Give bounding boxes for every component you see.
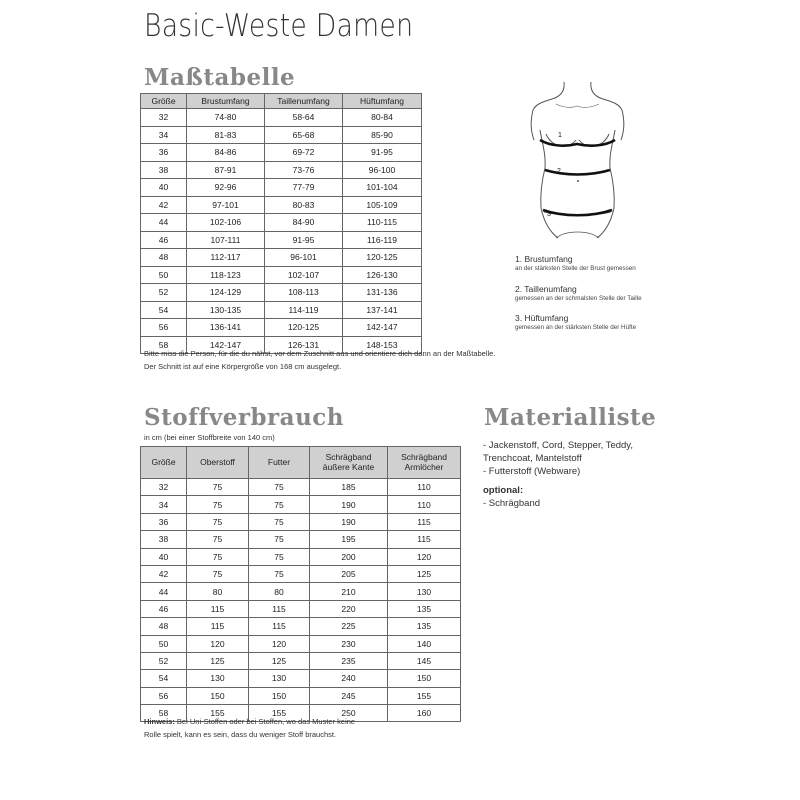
measure-table-row <box>141 179 422 197</box>
measure-table-cell: 38 <box>141 161 187 179</box>
measure-table-row <box>141 301 422 319</box>
fabric-col-header: Oberstoff <box>187 447 249 479</box>
fabric-col-header: Futter <box>249 447 310 479</box>
fabric-table-cell: 130 <box>388 583 461 600</box>
measure-col-header: Taillenumfang <box>265 94 343 109</box>
measure-table-row <box>141 319 422 337</box>
measure-note-line: Bitte miss die Person, für die du nähst, vor dem Zuschnitt aus und orientiere dich dann an der Maßtabelle. <box>144 349 496 358</box>
fabric-table-cell: 150 <box>187 687 249 704</box>
measure-table-row <box>141 266 422 284</box>
measure-table-cell: 92-96 <box>187 179 265 197</box>
measure-col-header: Brustumfang <box>187 94 265 109</box>
fabric-table-cell: 75 <box>187 531 249 548</box>
legend-description: gemessen an der schmalsten Stelle der Taille <box>515 295 642 302</box>
fabric-table-cell: 56 <box>141 687 187 704</box>
legend-item-waist <box>515 284 642 303</box>
fabric-table-cell: 250 <box>310 705 388 722</box>
fabric-hint-label: Hinweis: <box>144 717 175 726</box>
material-item: - Jackenstoff, Cord, Stepper, Teddy, <box>483 440 633 451</box>
measure-table-cell: 110-115 <box>343 214 422 232</box>
measure-table-row <box>141 161 422 179</box>
legend-item-hip <box>515 313 636 332</box>
measure-note <box>144 348 495 373</box>
fabric-table-cell: 75 <box>249 548 310 565</box>
bust-measure-line <box>540 140 615 146</box>
measure-table-cell: 114-119 <box>265 301 343 319</box>
fabric-table-cell: 155 <box>249 705 310 722</box>
measure-table-cell: 107-111 <box>187 231 265 249</box>
measure-table-cell: 136-141 <box>187 319 265 337</box>
fabric-table-cell: 36 <box>141 513 187 530</box>
measure-table-row <box>141 144 422 162</box>
fabric-table-cell: 115 <box>388 531 461 548</box>
measure-table-cell: 46 <box>141 231 187 249</box>
measure-table-cell: 32 <box>141 109 187 127</box>
measure-col-header: Hüftumfang <box>343 94 422 109</box>
fabric-table-cell: 52 <box>141 652 187 669</box>
fabric-table-cell: 205 <box>310 565 388 582</box>
measure-col-header: Größe <box>141 94 187 109</box>
fabric-table-cell: 115 <box>249 618 310 635</box>
measure-table-cell: 77-79 <box>265 179 343 197</box>
fabric-table-cell: 75 <box>249 531 310 548</box>
fabric-table-cell: 200 <box>310 548 388 565</box>
fabric-table-row <box>141 565 461 582</box>
fabric-table-cell: 75 <box>187 479 249 496</box>
fabric-table-cell: 240 <box>310 670 388 687</box>
measure-table-cell: 74-80 <box>187 109 265 127</box>
fabric-table-cell: 75 <box>249 479 310 496</box>
measure-table-cell: 142-147 <box>187 336 265 354</box>
measure-table-cell: 96-101 <box>265 249 343 267</box>
measure-table-cell: 85-90 <box>343 126 422 144</box>
fabric-col-header: Größe <box>141 447 187 479</box>
measure-table-cell: 48 <box>141 249 187 267</box>
measure-table-cell: 105-109 <box>343 196 422 214</box>
measure-table-cell: 54 <box>141 301 187 319</box>
fabric-table-cell: 140 <box>388 635 461 652</box>
fabric-table-cell: 110 <box>388 496 461 513</box>
fabric-table-cell: 120 <box>249 635 310 652</box>
measure-table-row <box>141 126 422 144</box>
fabric-table-cell: 245 <box>310 687 388 704</box>
fabric-table-row <box>141 583 461 600</box>
fabric-table-cell: 75 <box>187 548 249 565</box>
measure-table-cell: 42 <box>141 196 187 214</box>
measure-table-cell: 50 <box>141 266 187 284</box>
material-optional-label: optional: <box>483 485 524 496</box>
measure-table-cell: 97-101 <box>187 196 265 214</box>
measure-table <box>140 93 422 354</box>
fabric-table-cell: 125 <box>249 652 310 669</box>
measure-table-row <box>141 214 422 232</box>
measure-table-cell: 80-83 <box>265 196 343 214</box>
material-list <box>483 439 633 510</box>
fabric-table-cell: 34 <box>141 496 187 513</box>
fabric-hint-text: Rolle spielt, kann es sein, dass du weniger Stoff brauchst. <box>144 729 337 739</box>
fabric-col-header-line: Schrägband <box>401 451 447 462</box>
measure-table-row <box>141 249 422 267</box>
briefs-legline <box>556 232 599 238</box>
fabric-table-cell: 58 <box>141 705 187 722</box>
fabric-table-cell: 80 <box>187 583 249 600</box>
fabric-table-row <box>141 635 461 652</box>
fabric-table-cell: 135 <box>388 618 461 635</box>
fabric-table-cell: 190 <box>310 496 388 513</box>
measure-table-cell: 116-119 <box>343 231 422 249</box>
measure-table-cell: 58-64 <box>265 109 343 127</box>
fabric-table-row <box>141 652 461 669</box>
legend-description: gemessen an der stärksten Stelle der Hüfte <box>515 324 637 331</box>
fabric-table-cell: 48 <box>141 618 187 635</box>
figure-marker: 3 <box>547 211 551 218</box>
fabric-table-cell: 42 <box>141 565 187 582</box>
fabric-table-cell: 75 <box>187 565 249 582</box>
fabric-col-header-line: Schrägband <box>325 451 372 462</box>
measure-table-cell: 102-107 <box>265 266 343 284</box>
measure-table-cell: 124-129 <box>187 284 265 302</box>
fabric-table-cell: 225 <box>310 618 388 635</box>
fabric-col-header <box>310 447 388 479</box>
fabric-table-cell: 40 <box>141 548 187 565</box>
material-list-heading: Materialliste <box>484 404 657 431</box>
fabric-table-cell: 110 <box>388 479 461 496</box>
fabric-table-cell: 115 <box>388 513 461 530</box>
fabric-col-header-line: äußere Kante <box>322 461 375 472</box>
hip-measure-line <box>543 210 612 215</box>
fabric-table-cell: 130 <box>187 670 249 687</box>
body-measurement-figure <box>520 80 635 252</box>
fabric-table-cell: 150 <box>249 687 310 704</box>
fabric-table-heading: Stoffverbrauch <box>144 404 345 431</box>
fabric-table-row <box>141 600 461 617</box>
material-item: - Futterstoff (Webware) <box>483 466 581 477</box>
fabric-col-header <box>388 447 461 479</box>
measure-table-heading: Maßtabelle <box>144 64 296 91</box>
measure-table-cell: 36 <box>141 144 187 162</box>
measure-table-cell: 130-135 <box>187 301 265 319</box>
fabric-table-cell: 46 <box>141 600 187 617</box>
measure-table-cell: 80-84 <box>343 109 422 127</box>
fabric-table-cell: 44 <box>141 583 187 600</box>
fabric-table-cell: 210 <box>310 583 388 600</box>
fabric-table-cell: 130 <box>249 670 310 687</box>
measure-table-cell: 91-95 <box>265 231 343 249</box>
fabric-table-cell: 115 <box>187 600 249 617</box>
figure-marker: 2 <box>557 168 561 175</box>
measure-table-cell: 52 <box>141 284 187 302</box>
measure-table-cell: 56 <box>141 319 187 337</box>
collarbone-outline <box>556 104 599 107</box>
fabric-table-cell: 75 <box>187 513 249 530</box>
fabric-table <box>140 446 461 722</box>
measure-table-cell: 137-141 <box>343 301 422 319</box>
fabric-table-cell: 50 <box>141 635 187 652</box>
fabric-table-cell: 75 <box>249 496 310 513</box>
fabric-table-cell: 125 <box>388 565 461 582</box>
measure-table-cell: 126-130 <box>343 266 422 284</box>
fabric-table-cell: 80 <box>249 583 310 600</box>
measure-table-cell: 58 <box>141 336 187 354</box>
measure-table-cell: 69-72 <box>265 144 343 162</box>
fabric-table-row <box>141 548 461 565</box>
fabric-table-cell: 235 <box>310 652 388 669</box>
fabric-table-row <box>141 531 461 548</box>
measure-table-cell: 91-95 <box>343 144 422 162</box>
fabric-table-cell: 54 <box>141 670 187 687</box>
measure-table-cell: 120-125 <box>343 249 422 267</box>
fabric-table-cell: 75 <box>187 496 249 513</box>
measure-table-cell: 102-106 <box>187 214 265 232</box>
fabric-table-cell: 115 <box>187 618 249 635</box>
measure-table-cell: 131-136 <box>343 284 422 302</box>
measure-table-row <box>141 109 422 127</box>
fabric-table-cell: 195 <box>310 531 388 548</box>
navel <box>577 180 579 182</box>
measure-table-cell: 108-113 <box>265 284 343 302</box>
fabric-table-cell: 155 <box>388 687 461 704</box>
measure-table-cell: 142-147 <box>343 319 422 337</box>
fabric-table-cell: 32 <box>141 479 187 496</box>
legend-title: 3. Hüftumfang <box>515 313 569 323</box>
measure-table-cell: 40 <box>141 179 187 197</box>
legend-title: 2. Taillenumfang <box>515 284 577 294</box>
legend-title: 1. Brustumfang <box>515 254 573 264</box>
fabric-table-cell: 190 <box>310 513 388 530</box>
measure-table-header-row <box>141 94 422 109</box>
fabric-table-row <box>141 687 461 704</box>
fabric-table-cell: 135 <box>388 600 461 617</box>
measure-table-row <box>141 231 422 249</box>
legend-description: an der stärksten Stelle der Brust gemessen <box>515 265 636 272</box>
fabric-col-header-line: Armlöcher <box>404 461 444 472</box>
measure-table-cell: 84-86 <box>187 144 265 162</box>
fabric-table-cell: 120 <box>187 635 249 652</box>
measure-table-cell: 118-123 <box>187 266 265 284</box>
fabric-table-cell: 120 <box>388 548 461 565</box>
fabric-table-row <box>141 670 461 687</box>
fabric-table-row <box>141 618 461 635</box>
measure-table-cell: 87-91 <box>187 161 265 179</box>
measure-table-row <box>141 196 422 214</box>
figure-marker: 1 <box>558 132 562 139</box>
measure-table-row <box>141 284 422 302</box>
fabric-table-cell: 230 <box>310 635 388 652</box>
left-arm-outline <box>531 110 534 140</box>
fabric-table-cell: 145 <box>388 652 461 669</box>
measure-table-cell: 112-117 <box>187 249 265 267</box>
fabric-table-row <box>141 496 461 513</box>
measure-table-cell: 148-153 <box>343 336 422 354</box>
fabric-hint <box>144 716 355 741</box>
fabric-table-cell: 160 <box>388 705 461 722</box>
measure-note-line: Der Schnitt ist auf eine Körpergröße von 168 cm ausgelegt. <box>144 361 342 371</box>
measure-table-cell: 126-131 <box>265 336 343 354</box>
measure-table-cell: 120-125 <box>265 319 343 337</box>
measure-table-cell: 44 <box>141 214 187 232</box>
fabric-table-cell: 155 <box>187 705 249 722</box>
right-arm-outline <box>621 110 624 140</box>
fabric-table-row <box>141 479 461 496</box>
measure-table-cell: 73-76 <box>265 161 343 179</box>
legend-item-bust <box>515 254 636 273</box>
fabric-table-cell: 75 <box>249 565 310 582</box>
fabric-table-cell: 75 <box>249 513 310 530</box>
measure-table-cell: 96-100 <box>343 161 422 179</box>
waist-measure-line <box>545 170 610 175</box>
measure-table-cell: 81-83 <box>187 126 265 144</box>
fabric-table-cell: 185 <box>310 479 388 496</box>
fabric-table-cell: 115 <box>249 600 310 617</box>
fabric-table-cell: 38 <box>141 531 187 548</box>
fabric-table-subtitle: in cm (bei einer Stoffbreite von 140 cm) <box>144 433 275 442</box>
page-title: Basic-Weste Damen <box>144 8 414 44</box>
material-optional-item: - Schrägband <box>483 498 541 509</box>
fabric-hint-text: Bei Uni-Stoffen oder bei Stoffen, wo das Muster keine <box>174 717 356 726</box>
measure-table-cell: 34 <box>141 126 187 144</box>
measure-table-cell: 65-68 <box>265 126 343 144</box>
fabric-table-cell: 220 <box>310 600 388 617</box>
measure-table-cell: 101-104 <box>343 179 422 197</box>
fabric-table-header-row <box>141 447 461 479</box>
material-item: Trenchcoat, Mantelstoff <box>483 453 582 464</box>
fabric-table-cell: 150 <box>388 670 461 687</box>
fabric-table-row <box>141 513 461 530</box>
measure-table-cell: 84-90 <box>265 214 343 232</box>
fabric-table-cell: 125 <box>187 652 249 669</box>
